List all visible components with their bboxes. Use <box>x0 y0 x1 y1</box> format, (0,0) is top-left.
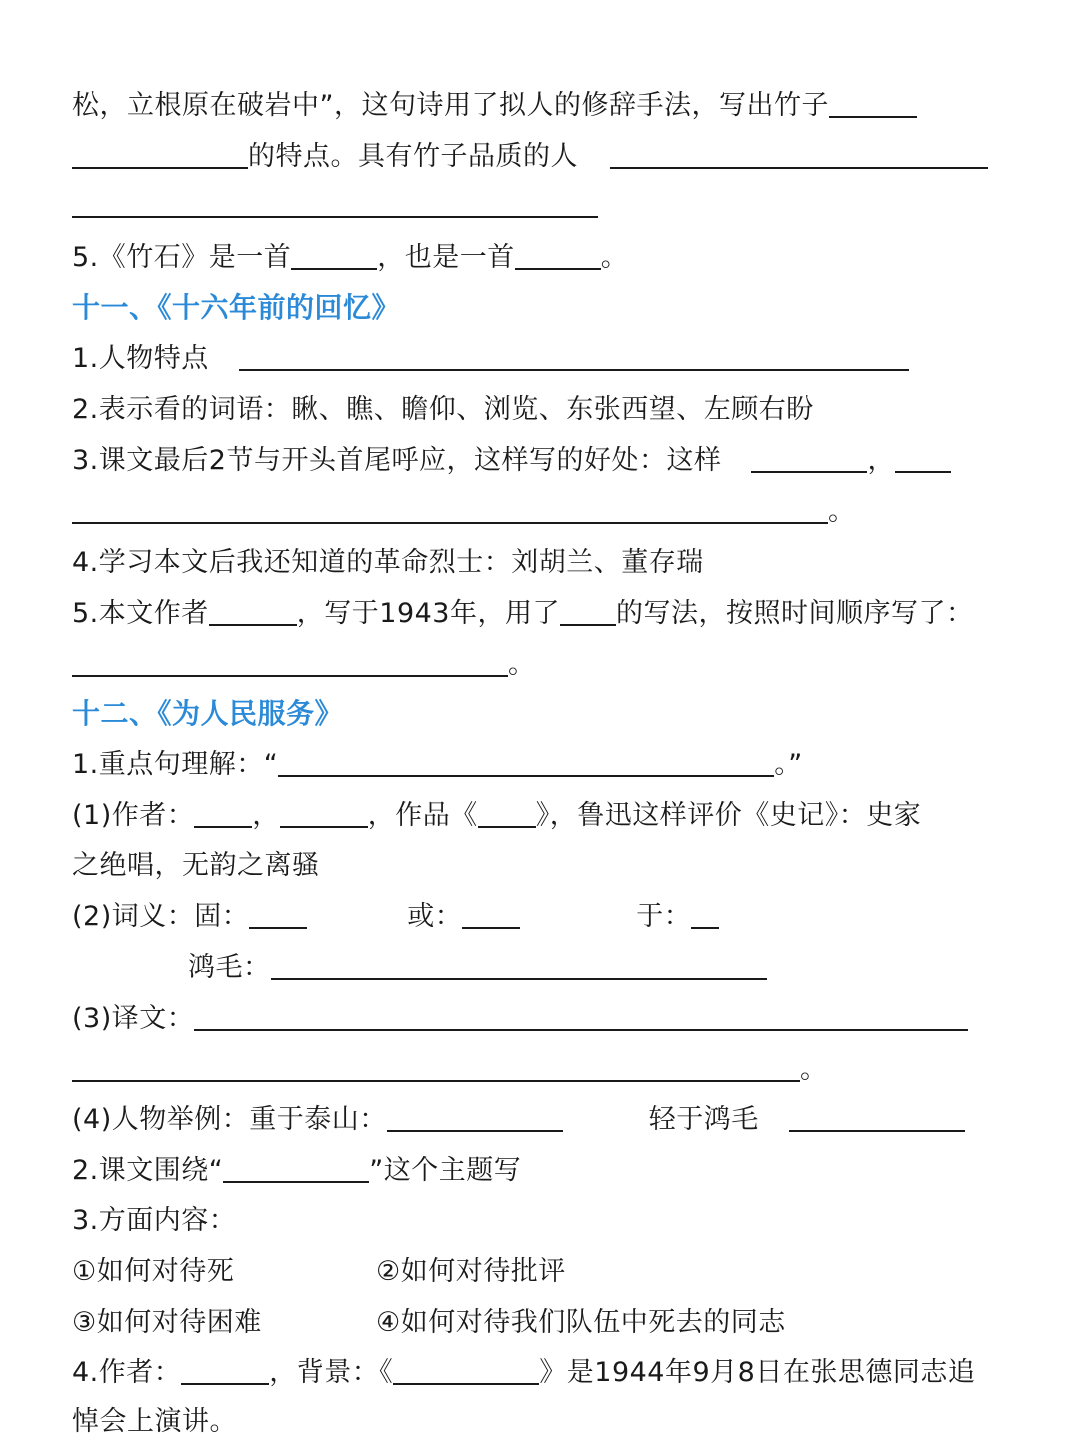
blank-bamboo-trait-1[interactable] <box>829 86 917 118</box>
author-text-b: ，写于1943年，用了 <box>296 598 560 629</box>
character-traits-label: 1.人物特点 <box>72 343 209 374</box>
line-12-1-3 <box>72 999 1020 1039</box>
author-background-a: 4.作者： <box>72 1357 182 1388</box>
line-12-4-cont: 悼会上演讲。 <box>72 1406 237 1437</box>
blank-character-traits[interactable] <box>239 339 909 371</box>
echo-end: 。 <box>828 496 856 527</box>
content-item-1: ①如何对待死 <box>72 1256 235 1287</box>
bamboo-rhetoric-text: 松，立根原在破岩中”，这句诗用了拟人的修辞手法，写出竹子 <box>72 90 829 121</box>
blank-yu[interactable] <box>691 897 719 929</box>
line-11-1 <box>72 339 1020 379</box>
word-huo-label: 或： <box>407 901 463 932</box>
blank-hongmao[interactable] <box>271 948 767 980</box>
blank-gu[interactable] <box>249 897 307 929</box>
zhushi-text-a: 5.《竹石》是一首 <box>72 242 292 273</box>
time-order-end: 。 <box>508 649 536 680</box>
translation-label: (3)译文： <box>72 1003 195 1034</box>
theme-text-b: ”这个主题写 <box>369 1155 522 1186</box>
section-11-heading: 十一、《十六年前的回忆》 <box>72 291 401 324</box>
blank-author-era[interactable] <box>280 796 368 828</box>
theme-text-a: 2.课文围绕“ <box>72 1155 224 1186</box>
blank-author-name[interactable] <box>194 796 252 828</box>
sima-text-d: 》，鲁迅这样评价《史记》：史家 <box>535 800 922 831</box>
line-11-3-cont <box>72 492 1020 532</box>
example-taishan-label: (4)人物举例：重于泰山： <box>72 1104 387 1135</box>
blank-bamboo-people-2[interactable] <box>72 216 598 218</box>
content-item-2: ②如何对待批评 <box>376 1256 566 1287</box>
line-12-1 <box>72 745 1020 785</box>
blank-theme[interactable] <box>223 1151 369 1183</box>
line-12-4 <box>72 1353 1020 1393</box>
line-bamboo-rhetoric <box>72 86 1020 126</box>
blank-translation-1[interactable] <box>194 999 968 1031</box>
blank-bamboo-people-1[interactable] <box>610 137 988 169</box>
blank-translation-2[interactable] <box>72 1050 800 1082</box>
echo-comma: ， <box>867 445 895 476</box>
sima-text-a: (1)作者： <box>72 800 195 831</box>
translation-end: 。 <box>800 1054 828 1085</box>
content-item-3: ③如何对待困难 <box>72 1307 262 1338</box>
blank-poem-type-1[interactable] <box>291 238 377 270</box>
word-yu-label: 于： <box>636 901 692 932</box>
line-zhushi-poem <box>72 238 1020 278</box>
blank-hongmao-example[interactable] <box>789 1100 965 1132</box>
line-12-1-2 <box>72 897 1020 937</box>
line-12-3-items-b <box>72 1303 1020 1343</box>
line-12-3: 3.方面内容： <box>72 1205 237 1236</box>
zhushi-text-b: ，也是一首 <box>377 242 515 273</box>
blank-key-sentence[interactable] <box>278 745 774 777</box>
author-background-c: 》是1944年9月8日在张思德同志追 <box>539 1357 976 1388</box>
line-bamboo-trait <box>72 137 1020 177</box>
key-sentence-text-a: 1.重点句理解：“ <box>72 749 279 780</box>
line-11-3 <box>72 441 1020 481</box>
author-background-b: ，背景：《 <box>269 1357 394 1388</box>
section-12-heading: 十二、《为人民服务》 <box>72 697 344 730</box>
blank-speech-title[interactable] <box>393 1353 539 1385</box>
line-12-1-3-cont <box>72 1050 1020 1090</box>
blank-author[interactable] <box>209 594 297 626</box>
blank-echo-2[interactable] <box>895 441 951 473</box>
line-11-5 <box>72 594 1020 634</box>
zhushi-text-c: 。 <box>600 242 629 273</box>
line-11-4: 4.学习本文后我还知道的革命烈士：刘胡兰、董存瑞 <box>72 547 704 578</box>
sima-text-b: ， <box>252 800 280 831</box>
bamboo-trait-text: 的特点。具有竹子品质的人 <box>248 141 578 172</box>
line-12-1-2-b <box>188 948 1020 988</box>
content-item-4: ④如何对待我们队伍中死去的同志 <box>376 1307 786 1338</box>
author-text-c: 的写法，按照时间顺序写了： <box>615 598 974 629</box>
blank-echo-3[interactable] <box>72 492 828 524</box>
blank-echo-1[interactable] <box>751 441 867 473</box>
line-12-3-items-a <box>72 1252 1020 1292</box>
line-12-2 <box>72 1151 1020 1191</box>
blank-writing-method[interactable] <box>560 594 616 626</box>
blank-taishan[interactable] <box>387 1100 563 1132</box>
word-hongmao-label: 鸿毛： <box>188 952 271 983</box>
blank-author-12[interactable] <box>181 1353 269 1385</box>
line-11-5-cont <box>72 645 1020 685</box>
blank-huo[interactable] <box>462 897 520 929</box>
key-sentence-text-b: 。” <box>774 749 803 780</box>
sima-text-c: ，作品《 <box>367 800 478 831</box>
line-12-1-4 <box>72 1100 1020 1140</box>
blank-time-order[interactable] <box>72 645 508 677</box>
example-hongmao-label: 轻于鸿毛 <box>648 1104 759 1135</box>
word-gu-label: (2)词义：固： <box>72 901 250 932</box>
echo-benefit-text: 3.课文最后2节与开头首尾呼应，这样写的好处：这样 <box>72 445 722 476</box>
line-12-1-1-cont: 之绝唱，无韵之离骚 <box>72 850 320 881</box>
blank-work-title[interactable] <box>478 796 536 828</box>
author-text-a: 5.本文作者 <box>72 598 209 629</box>
line-11-2: 2.表示看的词语：瞅、瞧、瞻仰、浏览、东张西望、左顾右盼 <box>72 394 814 425</box>
line-12-1-1 <box>72 796 1020 836</box>
blank-bamboo-trait-2[interactable] <box>72 137 248 169</box>
blank-poem-type-2[interactable] <box>515 238 601 270</box>
